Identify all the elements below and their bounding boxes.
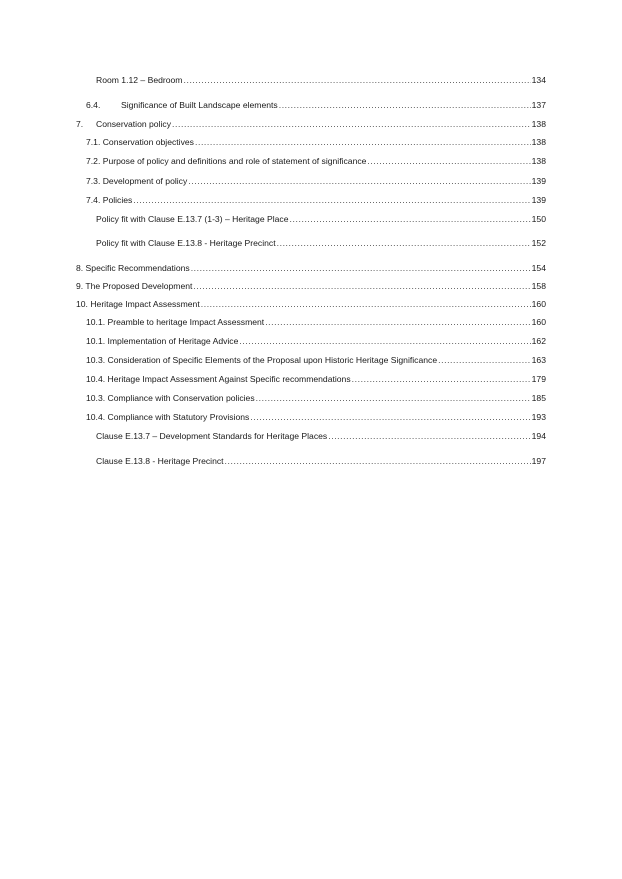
toc-entry-page: 160 xyxy=(531,317,546,327)
toc-entry[interactable] xyxy=(86,316,546,328)
toc-entry-page: 139 xyxy=(531,176,546,186)
dot-leader xyxy=(352,373,531,385)
toc-entry-title: 8. Specific Recommendations xyxy=(76,263,190,273)
toc-entry-page: 162 xyxy=(531,336,546,346)
toc-entry[interactable] xyxy=(86,99,546,111)
toc-entry-number: 6.4. xyxy=(86,100,101,110)
dot-leader xyxy=(201,298,531,310)
toc-entry-page: 138 xyxy=(531,119,546,129)
toc-entry-title: Clause E.13.7 – Development Standards for Heritage Places xyxy=(96,431,328,441)
dot-leader xyxy=(183,74,530,86)
toc-entry[interactable] xyxy=(86,136,546,148)
toc-entry-title: 10.1. Preamble to heritage Impact Assessment xyxy=(86,317,265,327)
toc-entry-title: 7.1. Conservation objectives xyxy=(86,137,194,147)
dot-leader xyxy=(438,354,531,366)
toc-entry[interactable] xyxy=(76,118,546,130)
toc-entry-page: 150 xyxy=(531,214,546,224)
toc-entry-title: 10. Heritage Impact Assessment xyxy=(76,299,200,309)
toc-entry-title: Policy fit with Clause E.13.8 - Heritage Precinct xyxy=(96,238,276,248)
toc-entry[interactable] xyxy=(96,74,546,86)
dot-leader xyxy=(256,392,531,404)
toc-entry-page: 163 xyxy=(531,355,546,365)
dot-leader xyxy=(195,136,531,148)
toc-entry-page: 137 xyxy=(531,100,546,110)
dot-leader xyxy=(225,455,531,467)
dot-leader xyxy=(250,411,530,423)
toc-entry[interactable] xyxy=(86,335,546,347)
dot-leader xyxy=(265,316,530,328)
toc-entry-title: 7.4. Policies xyxy=(86,195,133,205)
toc-entry[interactable] xyxy=(96,213,546,225)
toc-entry-title: Policy fit with Clause E.13.7 (1-3) – Heritage Place xyxy=(96,214,289,224)
dot-leader xyxy=(279,99,531,111)
toc-entry-number: 7. xyxy=(76,119,84,129)
toc-entry-page: 179 xyxy=(531,374,546,384)
dot-leader xyxy=(172,118,531,130)
toc-entry[interactable] xyxy=(96,430,546,442)
toc-entry[interactable] xyxy=(86,373,546,385)
toc-entry-page: 134 xyxy=(531,75,546,85)
toc-entry[interactable] xyxy=(86,194,546,206)
dot-leader xyxy=(290,213,531,225)
toc-entry[interactable] xyxy=(76,280,546,292)
toc-entry-page: 197 xyxy=(531,456,546,466)
toc-entry-title: 10.3. Consideration of Specific Elements of the Proposal upon Historic Heritage Significance xyxy=(86,355,438,365)
toc-entry-title: 10.3. Compliance with Conservation policies xyxy=(86,393,255,403)
toc-entry-page: 154 xyxy=(531,263,546,273)
toc-entry[interactable] xyxy=(86,155,546,167)
toc-entry-page: 185 xyxy=(531,393,546,403)
toc-entry[interactable] xyxy=(86,411,546,423)
toc-entry-page: 138 xyxy=(531,137,546,147)
toc-entry-page: 160 xyxy=(531,299,546,309)
toc-entry-page: 152 xyxy=(531,238,546,248)
toc-entry-page: 193 xyxy=(531,412,546,422)
toc-entry[interactable] xyxy=(86,175,546,187)
toc-entry-title: Room 1.12 – Bedroom xyxy=(96,75,183,85)
dot-leader xyxy=(191,262,531,274)
dot-leader xyxy=(367,155,530,167)
toc-entry-title: 9. The Proposed Development xyxy=(76,281,193,291)
toc-entry-page: 139 xyxy=(531,195,546,205)
dot-leader xyxy=(188,175,530,187)
toc-entry[interactable] xyxy=(86,392,546,404)
dot-leader xyxy=(239,335,530,347)
toc-entry-title: 10.4. Heritage Impact Assessment Against Specific recommendations xyxy=(86,374,351,384)
toc-entry-title: 10.1. Implementation of Heritage Advice xyxy=(86,336,239,346)
toc-entry[interactable] xyxy=(76,298,546,310)
toc-entry-text xyxy=(86,99,278,111)
toc-entry-page: 158 xyxy=(531,281,546,291)
toc-entry[interactable] xyxy=(76,262,546,274)
toc-entry-title: 7.2. Purpose of policy and definitions and role of statement of significance xyxy=(86,156,367,166)
toc-entry-title: 7.3. Development of policy xyxy=(86,176,188,186)
toc-entry-page: 194 xyxy=(531,431,546,441)
dot-leader xyxy=(193,280,530,292)
toc-entry-title: Conservation policy xyxy=(96,119,171,129)
toc-entry-title: 10.4. Compliance with Statutory Provisions xyxy=(86,412,250,422)
toc-entry-text xyxy=(76,118,171,130)
dot-leader xyxy=(133,194,530,206)
dot-leader xyxy=(277,237,531,249)
toc-entry-title: Significance of Built Landscape elements xyxy=(121,100,278,110)
dot-leader xyxy=(328,430,530,442)
toc-entry-title: Clause E.13.8 - Heritage Precinct xyxy=(96,456,224,466)
toc-entry-page: 138 xyxy=(531,156,546,166)
toc-entry[interactable] xyxy=(96,455,546,467)
toc-entry[interactable] xyxy=(96,237,546,249)
toc-entry[interactable] xyxy=(86,354,546,366)
